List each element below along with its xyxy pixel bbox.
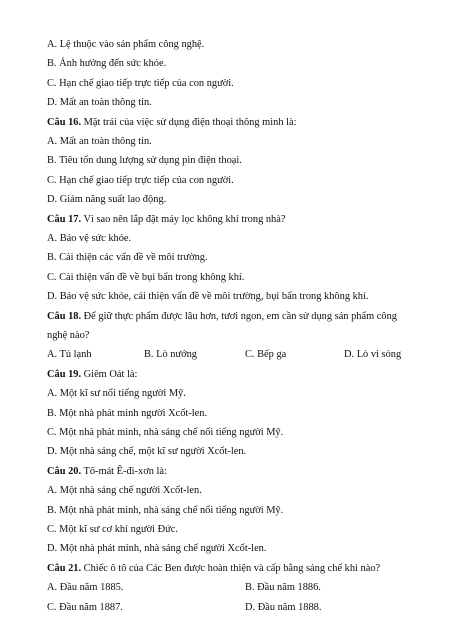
- option-c: C. Đầu năm 1887.: [47, 601, 123, 613]
- question-text: Giêm Oát là:: [81, 368, 138, 380]
- answer-line: C. Một kĩ sư cơ khí người Đức.: [47, 524, 178, 535]
- question-label: Câu 17.: [47, 213, 82, 225]
- answer-line: D. Một nhà sáng chế, một kĩ sư người Xcốt-len.: [47, 446, 247, 458]
- question-21: [47, 562, 380, 575]
- question-text: Vì sao nên lắp đặt máy lọc không khí trong nhà?: [81, 213, 286, 225]
- question-label: Câu 16.: [47, 116, 82, 128]
- question-16: [47, 116, 297, 129]
- question-18-continuation: nghệ nào?: [47, 330, 90, 341]
- question-text: Tô-mát Ê-đi-xơn là:: [81, 465, 167, 477]
- answer-line: C. Một nhà phát minh, nhà sáng chế nổi tiếng người Mỹ.: [47, 427, 284, 438]
- answer-line: A. Một nhà sáng chế người Xcốt-len.: [47, 485, 202, 497]
- question-text: Chiếc ô tô của Các Ben được hoàn thiện và cấp bằng sáng chế khi nào?: [81, 562, 381, 574]
- answer-line: D. Bảo vệ sức khỏe, cải thiện vấn đề về môi trường, bụi bẩn trong không khí.: [47, 291, 369, 303]
- answer-line: B. Cải thiện các vấn đề về môi trường.: [47, 252, 208, 264]
- question-19: [47, 368, 137, 381]
- option-c: C. Bếp ga: [245, 349, 287, 361]
- answer-line: A. Bảo vệ sức khỏe.: [47, 233, 132, 244]
- question-17: [47, 213, 285, 226]
- answer-line: A. Lệ thuộc vào sản phẩm công nghệ.: [47, 39, 205, 50]
- option-b: B. Đầu năm 1886.: [245, 582, 321, 594]
- answer-line: B. Một nhà phát minh người Xcốt-len.: [47, 407, 208, 419]
- answer-line: B. Tiêu tốn dung lượng sử dụng pin điện thoại.: [47, 155, 242, 167]
- question-label: Câu 20.: [47, 465, 82, 477]
- question-label: Câu 18.: [47, 310, 82, 322]
- question-label: Câu 21.: [47, 562, 82, 574]
- answer-line: B. Một nhà phát minh, nhà sáng chế nổi tiếng người Mỹ.: [47, 504, 284, 516]
- option-d: D. Đầu năm 1888.: [245, 601, 322, 613]
- option-a: A. Đầu năm 1885.: [47, 582, 124, 594]
- question-text: Mặt trái của việc sử dụng điện thoại thông minh là:: [81, 116, 297, 128]
- answer-line: D. Một nhà phát minh, nhà sáng chế người Xcốt-len.: [47, 543, 267, 555]
- question-18: [47, 310, 397, 323]
- answer-line: C. Hạn chế giao tiếp trực tiếp của con người.: [47, 77, 234, 89]
- answer-line: A. Mất an toàn thông tin.: [47, 136, 152, 147]
- question-text: Để giữ thực phẩm được lâu hơn, tươi ngon, em cần sử dụng sản phẩm công: [81, 310, 397, 322]
- answer-line: B. Ảnh hưởng đến sức khỏe.: [47, 58, 167, 70]
- option-d: D. Lò vi sóng: [344, 349, 402, 361]
- answer-line: C. Cải thiện vấn đề về bụi bẩn trong không khí.: [47, 271, 245, 283]
- option-a: A. Tủ lạnh: [47, 349, 92, 361]
- question-20: [47, 465, 167, 478]
- answer-line: D. Mất an toàn thông tin.: [47, 97, 152, 109]
- option-b: B. Lò nướng: [144, 349, 197, 361]
- answer-line: D. Giảm năng suất lao động.: [47, 194, 167, 206]
- question-label: Câu 19.: [47, 368, 82, 380]
- answer-line: A. Một kĩ sư nổi tiếng người Mỹ.: [47, 388, 186, 400]
- answer-line: C. Hạn chế giao tiếp trực tiếp của con người.: [47, 174, 234, 186]
